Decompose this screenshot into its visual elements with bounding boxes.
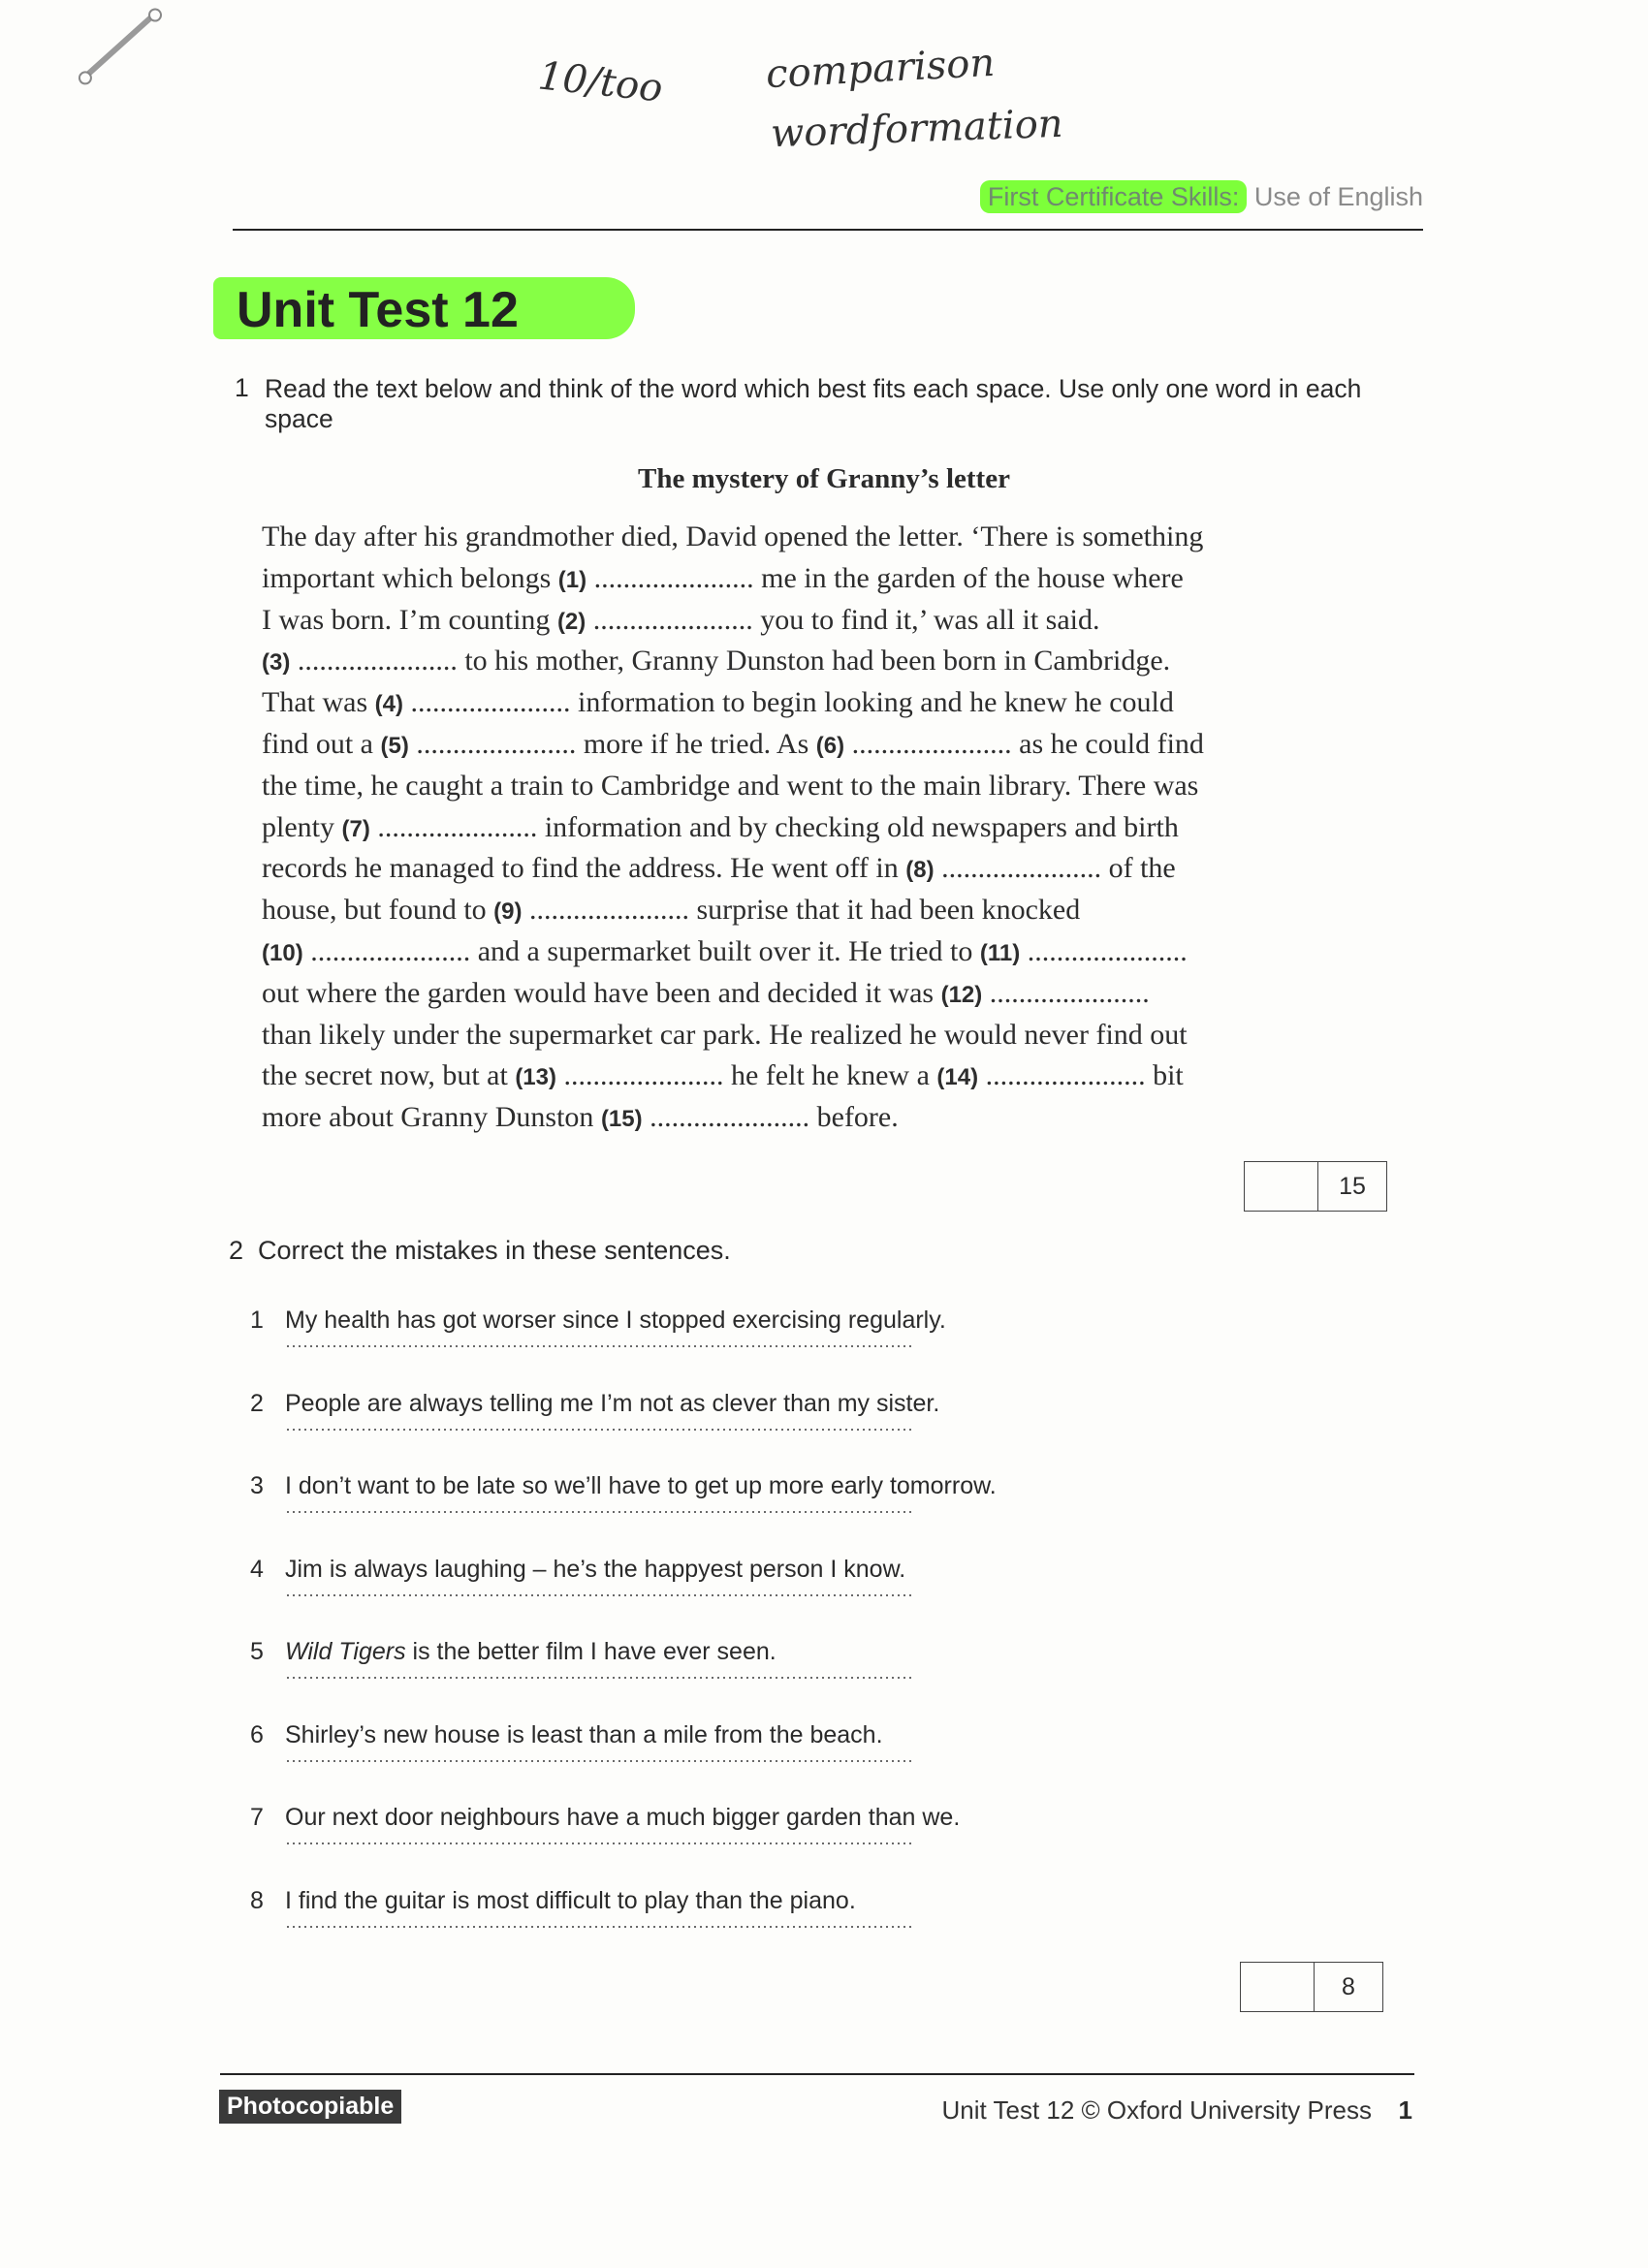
exercise1-score-box [1244,1161,1387,1212]
story-segment: ...................... information to begin looking and he knew he could [402,686,1174,719]
exercise2-number: 2 [229,1236,244,1265]
series-header-highlight: First Certificate Skills: [980,180,1248,213]
answer-line[interactable] [285,1345,915,1347]
sentence-text [285,1556,905,1584]
sentence-item [250,1548,1123,1631]
story-line [262,517,1347,558]
handwritten-note-wordformation: wordformation [770,101,1064,157]
sentence-text [285,1638,776,1666]
photocopiable-badge: Photocopiable [219,2090,401,2124]
handwritten-note-comparison: comparison [764,40,997,98]
exercise2-instruction: Correct the mistakes in these sentences. [258,1236,731,1265]
story-segment: find out a [262,727,381,760]
story-segment: ...................... to his mother, Granny Dunston had been born in Cambridge. [290,645,1171,677]
story-line [262,682,1347,724]
gap-number: (2) [556,608,586,635]
story-segment: records he managed to find the address. He went off in [262,852,906,885]
story-segment: ...................... me in the garden of the house where [586,561,1184,594]
sentence-number: 4 [250,1555,264,1583]
story-segment: more about Granny Dunston [262,1101,601,1134]
sentence-list [250,1299,1123,1962]
sentence-text [285,1307,946,1335]
gap-number: (5) [380,732,409,759]
footer-rule [220,2073,1414,2075]
gap-number: (13) [515,1064,556,1091]
gap-number: (12) [940,981,983,1008]
score-total: 15 [1339,1172,1366,1200]
sentence-number: 1 [250,1307,264,1334]
exercise1-instruction: Read the text below and think of the word which best fits each space. Use only one word in each space [265,374,1362,433]
story-line [262,1055,1347,1097]
story-segment: the time, he caught a train to Cambridge and went to the main library. There was [262,769,1199,802]
sentence-item [250,1630,1123,1714]
gap-number: (1) [557,566,587,593]
gap-number: (4) [374,691,403,718]
sentence-text [285,1887,856,1915]
story-title: The mystery of Granny’s letter [638,463,1010,494]
story-line [262,848,1347,890]
sentence-number: 5 [250,1638,264,1665]
exercise2-score-box [1240,1962,1383,2012]
story-segment: I was born. I’m counting [262,603,557,636]
story-segment: plenty [262,810,342,843]
story-line [262,766,1347,807]
score-total: 8 [1342,1972,1355,2000]
story-line [262,1015,1347,1056]
story-line [262,807,1347,849]
series-header-rest: Use of English [1247,182,1423,211]
story-segment: the secret now, but at [262,1059,516,1092]
answer-line[interactable] [285,1511,915,1513]
story-segment: than likely under the supermarket car park. He realized he would never find out [262,1018,1188,1051]
story-line [262,600,1347,642]
gap-number: (6) [815,732,845,759]
sentence-body: I find the guitar is most difficult to play than the piano. [285,1886,856,1914]
score-blank [1241,1963,1315,2011]
story-segment: ...................... [982,976,1150,1009]
sentence-body: People are always telling me I’m not as clever than my sister. [285,1389,940,1417]
sentence-item [250,1299,1123,1382]
sentence-number: 3 [250,1472,264,1499]
sentence-item [250,1879,1123,1963]
sentence-body: My health has got worser since I stopped exercising regularly. [285,1307,946,1334]
answer-line[interactable] [285,1926,915,1928]
gap-number: (7) [341,815,370,842]
answer-line[interactable] [285,1429,915,1431]
story-segment: ...................... information and by checking old newspapers and birth [369,810,1179,843]
story-text [262,517,1347,1139]
sentence-body: Shirley’s new house is least than a mile from the beach. [285,1720,883,1748]
gap-number: (8) [905,857,935,884]
story-segment: ...................... before. [642,1101,899,1134]
sentence-text [285,1390,939,1418]
sentence-item [250,1714,1123,1797]
film-title: Wild Tigers [285,1638,406,1665]
sentence-number: 7 [250,1804,264,1831]
story-segment: important which belongs [262,561,558,594]
answer-line[interactable] [285,1760,915,1762]
sentence-body: is the better film I have ever seen. [405,1638,776,1665]
story-line [262,890,1347,931]
score-blank [1245,1162,1318,1211]
staple-mark [83,13,156,79]
story-segment: ...................... he felt he knew a [556,1059,937,1092]
story-segment: ...................... surprise that it had been knocked [522,894,1081,927]
exercise2-heading [229,1236,731,1266]
story-segment: ...................... of the [934,852,1176,885]
sentence-number: 8 [250,1886,264,1914]
gap-number: (11) [979,939,1021,966]
story-segment: ...................... more if he tried. As [408,727,816,760]
gap-number: (10) [262,939,303,966]
page-title: Unit Test 12 [237,282,519,338]
sentence-text [285,1472,997,1500]
story-segment: That was [262,686,375,719]
story-segment: The day after his grandmother died, David opened the letter. ‘There is something [262,520,1204,552]
exercise1-number: 1 [235,373,249,402]
story-segment: ...................... as he could find [844,727,1204,760]
sentence-item [250,1465,1123,1548]
story-segment: house, but found to [262,894,494,927]
story-segment: ...................... bit [978,1059,1184,1092]
story-line [262,724,1347,766]
story-line [262,973,1347,1015]
sentence-number: 2 [250,1389,264,1417]
answer-line[interactable] [285,1677,915,1679]
sentence-item [250,1796,1123,1879]
gap-number: (14) [936,1064,979,1091]
story-line [262,931,1347,973]
story-segment: ...................... and a supermarket built over it. He tried to [302,934,980,967]
gap-number: (3) [262,649,291,677]
story-line [262,1097,1347,1139]
story-line [262,641,1347,682]
story-segment: out where the garden would have been and decided it was [262,976,941,1009]
answer-line[interactable] [285,1843,915,1844]
sentence-body: Our next door neighbours have a much bigger garden than we. [285,1804,961,1831]
answer-line[interactable] [285,1594,915,1596]
page-number: 1 [1398,2095,1412,2125]
sentence-body: Jim is always laughing – he’s the happyest person I know. [285,1555,906,1583]
sentence-item [250,1382,1123,1465]
footer-credit: Unit Test 12 © Oxford University Press [941,2095,1372,2125]
sentence-body: I don’t want to be late so we’ll have to get up more early tomorrow. [285,1472,997,1499]
sentence-text [285,1721,883,1749]
story-segment: ...................... [1020,934,1188,967]
series-header [980,182,1423,212]
gap-number: (9) [493,898,523,926]
gap-number: (15) [600,1106,643,1133]
sentence-text [285,1804,960,1832]
story-segment: ...................... you to find it,’ was all it said. [586,603,1100,636]
header-rule [233,229,1423,231]
sentence-number: 6 [250,1720,264,1748]
story-line [262,558,1347,600]
handwritten-score-note: 10/too [535,53,665,111]
